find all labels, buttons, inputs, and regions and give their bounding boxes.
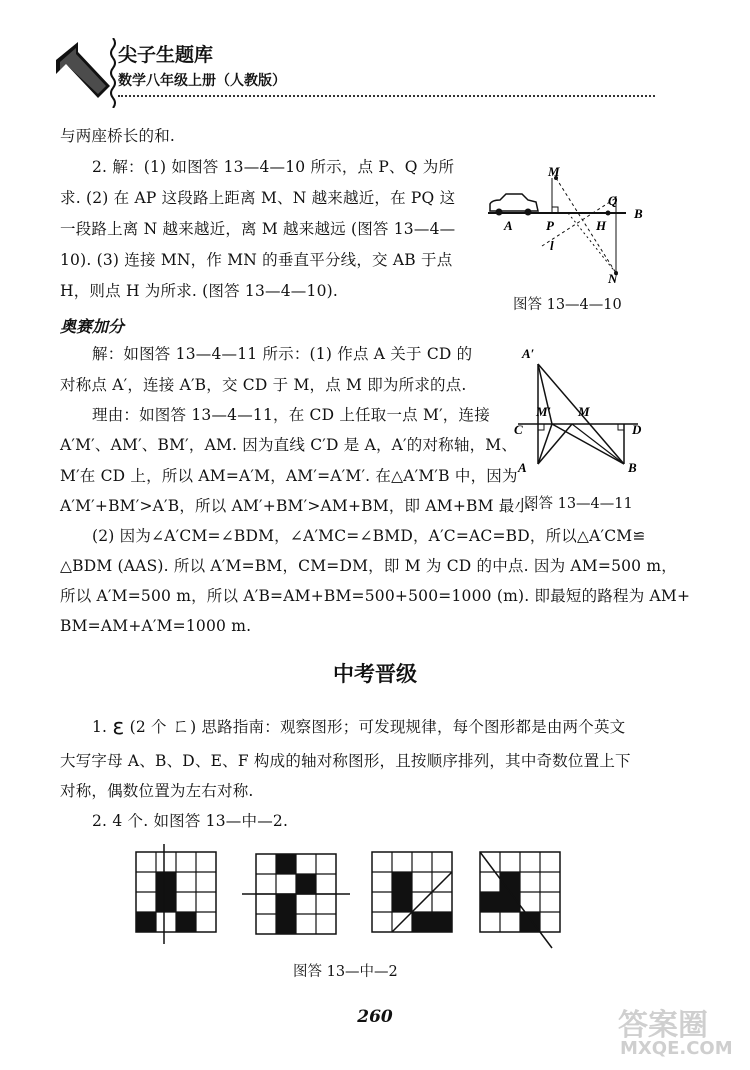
text-line: 理由：如图答 13—4—11，在 CD 上任取一点 M′，连接 xyxy=(92,406,490,424)
label-m: M xyxy=(548,164,560,179)
figure-caption: 图答 13—4—10 xyxy=(513,297,622,313)
section-heading-bonus: 奥赛加分 xyxy=(60,317,125,336)
label-q: Q xyxy=(608,193,618,208)
label-a-prime: A′ xyxy=(522,346,535,361)
grid-3 xyxy=(372,852,452,932)
label-l: l xyxy=(550,238,554,253)
text-line: A′M′+BM′>A′B，所以 AM′+BM′>AM+BM，即 AM+BM 最小. xyxy=(60,497,536,515)
watermark-url: MXQE.COM xyxy=(620,1038,733,1059)
text-line: A′M′、AM′、BM′，AM. 因为直线 C′D 是 A，A′的对称轴，M、 xyxy=(60,436,518,454)
label-h: H xyxy=(596,218,607,233)
text-line: 10). (3) 连接 MN，作 MN 的垂直平分线，交 AB 于点 xyxy=(60,251,453,269)
text-line: 求. (2) 在 AP 这段路上距离 M、N 越来越近，在 PQ 这 xyxy=(60,189,456,207)
text-line: BM=AM+A′M=1000 m. xyxy=(60,617,252,635)
text-line: 一段路上离 N 越来越近，离 M 越来越远 (图答 13—4— xyxy=(60,220,456,238)
label-a: A xyxy=(518,460,527,475)
text-line: H，则点 H 为所求. (图答 13—4—10). xyxy=(60,282,338,300)
text-line xyxy=(92,717,625,738)
page-number: 260 xyxy=(357,1007,393,1027)
text-line: 与两座桥长的和. xyxy=(60,127,176,145)
text-line: 大写字母 A、B、D、E、F 构成的轴对称图形，且按顺序排列，其中奇数位置上下 xyxy=(60,752,631,770)
text-line: 解：如图答 13—4—11 所示：(1) 作点 A 关于 CD 的 xyxy=(92,345,473,363)
label-p: P xyxy=(546,218,554,233)
text-line: 对称点 A′，连接 A′B，交 CD 于 M，点 M 即为所求的点. xyxy=(60,376,467,394)
text-line: 2. 解：(1) 如图答 13—4—10 所示，点 P、Q 为所 xyxy=(92,158,455,176)
header-dotted-rule xyxy=(118,95,655,97)
label-c: C xyxy=(514,422,523,437)
label-m-prime: M′ xyxy=(536,404,552,419)
glyph-symbol-2: ㄈ xyxy=(171,716,191,737)
book-title: 尖子生题库 xyxy=(118,44,214,66)
label-a: A xyxy=(504,218,513,233)
label-b: B xyxy=(634,206,643,221)
text-line: △BDM (AAS). 所以 A′M=BM，CM=DM，即 M 为 CD 的中点. 因为 AM=500 m， xyxy=(60,557,677,575)
figure-caption: 图答 13—4—11 xyxy=(524,496,633,512)
label-d: D xyxy=(632,422,642,437)
question-number: 1. xyxy=(92,718,108,736)
label-b: B xyxy=(628,460,637,475)
figure-13-4-10 xyxy=(484,158,654,286)
grid-1 xyxy=(136,844,216,944)
grid-4 xyxy=(480,852,560,948)
text-line: 所以 A′M=500 m，所以 A′B=AM+BM=500+500=1000 (m). 即最短的路程为 AM+ xyxy=(60,587,691,605)
text-line: M′在 CD 上，所以 AM=A′M，AM′=A′M′. 在△A′M′B 中，因为 xyxy=(60,467,518,485)
text-line: 对称，偶数位置为左右对称. xyxy=(60,782,254,800)
wavy-divider-icon xyxy=(108,38,118,108)
q1-text: 思路指南：观察图形；可发现规律，每个图形都是由两个英文 xyxy=(201,718,626,736)
glyph-count: (2 个 xyxy=(129,718,167,736)
section-title: 中考晋级 xyxy=(333,662,417,686)
figure-13-4-11 xyxy=(512,342,662,482)
label-m: M xyxy=(578,404,590,419)
text-line: 2. 4 个. 如图答 13—中—2. xyxy=(92,812,289,830)
glyph-close: ) xyxy=(190,718,197,736)
arrow-logo-icon xyxy=(52,40,114,110)
grid-figures xyxy=(120,842,570,952)
label-n: N xyxy=(608,271,618,286)
glyph-symbol-1: ε xyxy=(112,715,125,740)
watermark-logo: 答案圈 xyxy=(618,1008,708,1043)
figure-caption: 图答 13—中—2 xyxy=(293,964,398,980)
text-line: (2) 因为∠A′CM=∠BDM，∠A′MC=∠BMD，A′C=AC=BD，所以△A′CM≌ xyxy=(92,527,646,545)
grid-2 xyxy=(242,854,350,934)
book-subtitle: 数学八年级上册（人教版） xyxy=(118,73,286,89)
